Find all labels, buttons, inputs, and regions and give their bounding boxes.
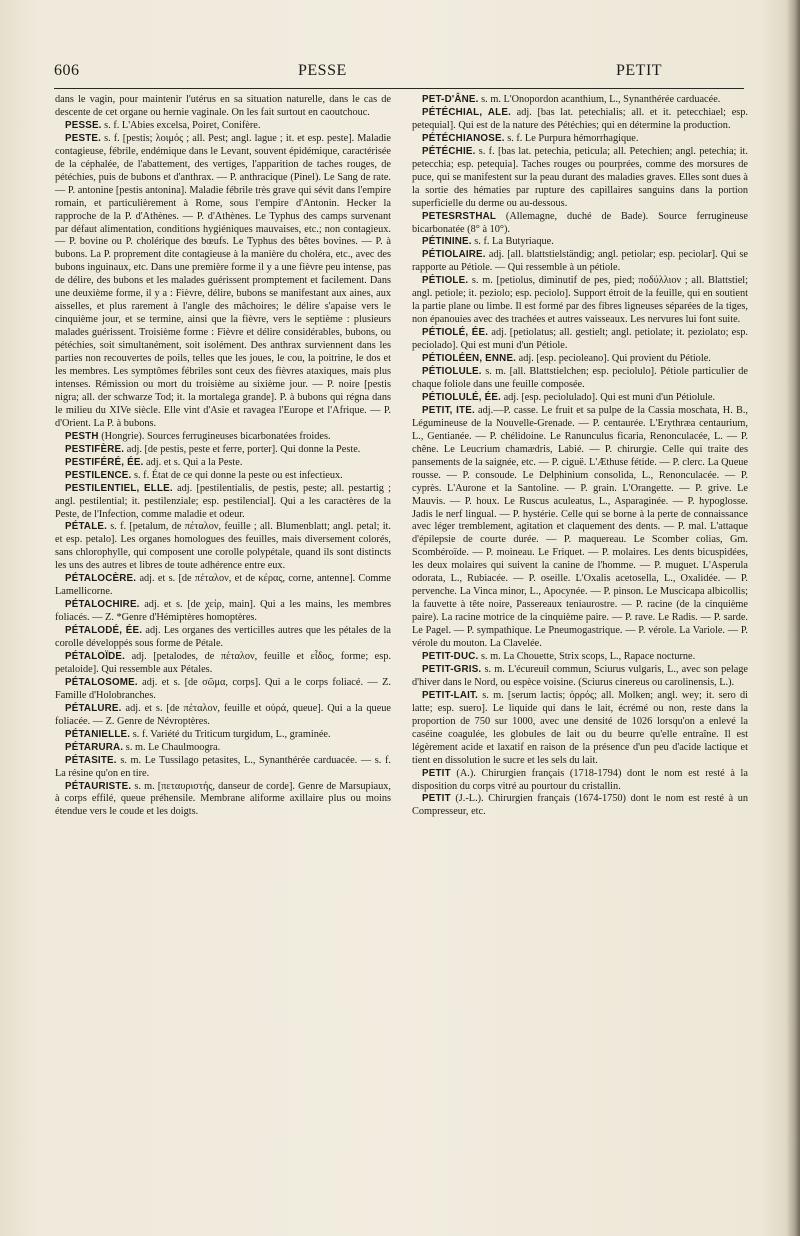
entry-headword: PÉTASITE. (65, 754, 117, 766)
entry-headword: PETIT-GRIS. (422, 663, 482, 675)
entry-headword: PET-D'ÂNE. (422, 94, 479, 105)
dictionary-entry (412, 793, 748, 819)
dictionary-entry (412, 249, 748, 275)
entry-headword: PÉTININE. (422, 236, 472, 248)
dictionary-entry (412, 366, 748, 392)
dictionary-entry (55, 521, 391, 573)
header-rule (54, 88, 744, 89)
entry-definition: s. m. [serum lactis; ὀρρός; all. Molken; angl. wey; it. sero di latte; esp. suero]. Le liquide qui dans le lait, écrémé ou non, reste dans la proportion de 750 sur 1000, avec une densité de 1026 lorsqu'on a enlevé la caséine coagulée, les globules de lait ou du beurre qu'elle entraîne. Il est légèrement acide et laxatif en raison de la présence d'un peu d'acide lactique et tient en dissolution le sucre et les sels du lait. (412, 689, 748, 766)
entry-definition: adj. [esp. peciolulado]. Qui est muni d'un Pétiolule. (501, 391, 716, 403)
entry-definition: s. f. [bas lat. petechia, peticula; all. Petechien; angl. petechia; it. petecchia; esp. petequia]. Taches rouges ou pourprées, comme des morsures de puce, qui se manifestent sur la peau durant des maladies graves. Elles sont dues à la sortie des hématies par rupture des capillaires sanguins dans la portion superficielle du derme ou au-dessous. (412, 145, 748, 209)
entry-headword: PETIT (422, 793, 451, 805)
entry-definition: adj. et s. [de πέταλον, feuille et οὐρά, queue]. Qui a la queue foliacée. — Z. Genre de Névroptères. (55, 702, 391, 727)
entry-definition: s. m. Le Chaulmoogra. (123, 741, 221, 753)
left-column (55, 94, 391, 819)
running-header (54, 62, 744, 86)
entry-headword: PÉTAURISTE. (65, 780, 132, 792)
entry-definition: s. f. État de ce qui donne la peste ou est infectieux. (131, 469, 343, 481)
entry-headword: PÉTARURA. (65, 741, 124, 753)
entry-headword: PESTILENCE. (65, 469, 132, 481)
entry-definition: s. m. [petiolus, diminutif de pes, pied; ποδύλλιον ; all. Blattstiel; angl. petiole; it. peziolo; esp. peciolo]. Support étroit de la feuille, qui en soutient la partie plane ou limbe. Il est formé par des fibres ligneuses séparées de la tiges, non épanouies avec des trachées et autres vaisseaux. Les nervures lui font suite. (412, 275, 748, 326)
entry-definition: adj. Les organes des verticilles autres que les pétales de la corolle développés sous forme de Pétale. (55, 625, 391, 650)
entry-definition: adj. et s. Qui a la Peste. (143, 456, 243, 468)
dictionary-entry (412, 651, 748, 664)
entry-headword: PESTIFÈRE. (65, 443, 125, 455)
entry-headword: PÉTALOCÈRE. (65, 573, 137, 585)
entry-definition: adj. [pestilentialis, de pestis, peste; all. pestartig ; angl. pestilential; it. pestilenziale; esp. pestilencial]. Qui a les caractères de la Peste, de l'Infection, comme maladie et odeur. (55, 482, 391, 520)
header-left-word: PESSE (298, 62, 347, 79)
dictionary-entry (55, 483, 391, 522)
entry-definition: dans le vagin, pour maintenir l'utérus en sa situation naturelle, dans le cas de descente de cet organe ou hernie vaginale. On les fait surtout en caoutchouc. (55, 94, 391, 118)
dictionary-entry (55, 625, 391, 651)
entry-definition: s. f. [petalum, de πέταλον, feuille ; all. Blumenblatt; angl. petal; it. et esp. petalo]. Les organes homologues des feuilles, mais diversement colorés, sans chlorophylle, qui composent une corolle polypétale, quand ils sont distincts les uns des autres et libres de toute adhérence entre eux. (55, 521, 391, 572)
entry-definition: s. f. Variété du Triticum turgidum, L., graminée. (130, 728, 331, 740)
dictionary-entry (55, 781, 391, 820)
entry-headword: PETIT (422, 767, 451, 779)
entry-headword: PESTIFÉRÉ, ÉE. (65, 456, 144, 468)
entry-definition: adj.—P. casse. Le fruit et sa pulpe de la Cassia moschata, H. B., Légumineuse de la Nouvelle-Grenade. — P. centaurée. L'Erythræa centaurium, L., Gentianée. — P. chélidoine. Le Ranunculus ficaria, Renonculacée, L. — P. chêne. Le Leucrium chamædris, Labié. — P. chirurgie. Celle qui traite des pansements de la saignée, etc. — P. ciguë. L'Æthuse fétide. — P. clerc. La Queue rousse. — P. consoude. Le Delphinium consolida, L., Renonculacée. — P. cyprès. L'Aurone et la Santoline. — P. grain. L'Orangette. — P. grive. Le Mauvis. — P. houx. Le Ruscus aculeatus, L., Asparaginée. — P. hypoglosse. Jadis le nerf lingual. — P. hystérie. Celle qui se borne à la perte de connaissance avec léger tremblement, agitation et claquement des dents. — P. mal. L'attaque d'épilepsie de courte durée. — P. maquereau. Le Scomber colias, Gm. Scombéroïde. — P. moineau. Le Friquet. — P. molaires. Les dents bicuspidées, les deux molaires qui suivent la canine de l'homme. — P. muguet. L'Asperula odorata, L., Rubiacée. — P. oseille. L'Oxalis acetosella, L., Oxalidée. — P. pervenche. La Vinca minor, L., Apocynée. — P. pinson. Le Muscicapa albicollis; la fauvette à tête noire, Passereaux teniaurostre. — P. racine (de la cinquième paire). La racine motrice de la cinquième paire. — P. rave. Le Radis. — P. sarde. Le Pagel. — P. sympathique. Le Pneumogastrique. — P. vérole. La Variole. — P. vérole du mouton. La Clavelée. (412, 404, 749, 650)
entry-definition: (J.-L.). Chirurgien français (1674-1750) dont le nom est resté à un Compresseur, etc. (412, 793, 748, 818)
entry-definition: adj. [bas lat. petechialis; all. et it. petecchiael; esp. petequial]. Qui est de la nature des Pétéchies; qui en détermine la production. (412, 106, 748, 131)
dictionary-entry (55, 120, 391, 133)
page-number: 606 (54, 62, 80, 79)
dictionary-entry (55, 677, 391, 703)
dictionary-entry (55, 573, 391, 599)
entry-headword: PÉTIOLÉEN, ENNE. (422, 353, 517, 365)
entry-headword: PÉTIOLULÉ, ÉE. (422, 391, 502, 403)
entry-headword: PÉTIOLÉ, ÉE. (422, 327, 489, 339)
entry-definition: s. f. Le Purpura hémorrhagique. (504, 132, 639, 144)
entry-headword: PÉTALODÉ, ÉE. (65, 625, 143, 637)
dictionary-entry (412, 664, 748, 690)
dictionary-entry (412, 211, 748, 237)
entry-headword: PETIT, ITE. (422, 404, 475, 416)
entry-definition: s. m. [πεταυριστής, danseur de corde]. Genre de Marsupiaux, à corps effilé, queue préhensile. Membrane aliforme axillaire plus ou moins étendue vers le coude et les doigts. (55, 780, 391, 818)
entry-headword: PETIT-LAIT. (422, 689, 479, 701)
dictionary-entry (55, 457, 391, 470)
entry-headword: PÉTÉCHIE. (422, 145, 476, 157)
dictionary-entry (412, 236, 748, 249)
entry-headword: PÉTÉCHIANOSE. (422, 132, 505, 144)
dictionary-entry (412, 392, 748, 405)
dictionary-entry (412, 146, 748, 211)
entry-headword: PESTH (65, 430, 99, 442)
dictionary-entry (412, 94, 748, 107)
entry-definition: s. m. Le Tussilago petasites, L., Synanthérée carduacée. — s. f. La résine qu'on en tire. (55, 754, 391, 779)
entry-headword: PESTILENTIEL, ELLE. (65, 482, 173, 494)
entry-definition: (Allemagne, duché de Bade). Source ferrugineuse bicarbonatée (8° à 10°). (412, 210, 748, 235)
entry-definition: s. f. L'Abies excelsa, Poiret, Conifère. (101, 119, 261, 131)
dictionary-entry (55, 651, 391, 677)
entry-definition: adj. [all. blattstielständig; angl. petiolar; esp. peciolar]. Qui se rapporte au Pétiole. — Qui ressemble à un pétiole. (412, 249, 748, 274)
dictionary-entry (55, 703, 391, 729)
entry-headword: PETIT-DUC. (422, 650, 479, 662)
entry-definition: s. f. La Butyriaque. (471, 236, 554, 248)
dictionary-entry (55, 742, 391, 755)
dictionary-entry (55, 470, 391, 483)
dictionary-entry (412, 768, 748, 794)
dictionary-entry (412, 327, 748, 353)
entry-definition: adj. [esp. pecioleano]. Qui provient du Pétiole. (516, 353, 711, 365)
right-column (412, 94, 748, 819)
entry-definition: adj. [petalodes, de πέταλον, feuille et εἶδος, forme; esp. petaloide]. Qui ressemble aux Pétales. (55, 650, 391, 675)
entry-definition: adj. et s. [de πέταλον, et de κέρας, corne, antenne]. Comme Lamellicorne. (55, 573, 391, 598)
entry-headword: PÉTALOSOME. (65, 676, 138, 688)
dictionary-entry (412, 133, 748, 146)
entry-definition: s. m. L'Onopordon acanthium, L., Synanthérée carduacée. (478, 94, 721, 105)
dictionary-entry (412, 107, 748, 133)
dictionary-entry (55, 444, 391, 457)
entry-definition: (Hongrie). Sources ferrugineuses bicarbonatées froides. (98, 430, 331, 442)
entry-definition: s. m. [all. Blattstielchen; esp. peciolulo]. Pétiole particulier de chaque foliole dans une feuille composée. (412, 366, 748, 390)
entry-headword: PÉTIOLULE. (422, 366, 482, 378)
entry-definition: adj. et s. [de χείρ, main]. Qui a les mains, les membres foliacés. — Z. *Genre d'Hémiptères homoptères. (55, 599, 391, 624)
entry-headword: PÉTALOÏDE. (65, 650, 126, 662)
dictionary-entry (55, 755, 391, 781)
entry-definition: adj. et s. [de σῶμα, corps]. Qui a le corps foliacé. — Z. Famille d'Holobranches. (55, 676, 391, 701)
entry-definition: adj. [petiolatus; all. gestielt; angl. petiolate; it. peziolato; esp. peciolado]. Qui est muni d'un Pétiole. (412, 327, 748, 352)
entry-headword: PETESRSTHAL (422, 210, 497, 222)
entry-definition: s. m. L'écureuil commun, Sciurus vulgaris, L., avec son pelage d'hiver dans le Nord, ou espèce voisine. (Sciurus cinereus ou carolinensis, L.). (412, 663, 748, 688)
dictionary-entry (55, 599, 391, 625)
entry-definition: (A.). Chirurgien français (1718-1794) dont le nom est resté à la disposition du corps vitré au pourtour du cristallin. (412, 767, 748, 792)
entry-headword: PÉTALOCHIRE. (65, 599, 140, 611)
dictionary-entry (412, 405, 748, 651)
dictionary-entry (412, 275, 748, 327)
entry-definition: adj. [de pestis, peste et ferre, porter]. Qui donne la Peste. (124, 443, 361, 455)
entry-headword: PÉTALURE. (65, 702, 122, 714)
entry-definition: s. f. [pestis; λοιμός ; all. Pest; angl. lague ; it. et esp. peste]. Maladie contagieuse, fébrile, endémique dans le Levant, souvent épidémique, caractérisée de la céphalée, de l'abattement, des vertiges, l'apparition de taches rouges, de pétéchies, puis de bubons et d'anthrax. — P. anthracique (Pinel). Le Sang de rate. — P. antonine [pestis antonina]. Maladie fébrile très grave qui sévit dans l'empire romain, et particulièrement à Rome, sous l'empire d'Antonin. Hecker la rapproche de la P. d'Athènes. — P. d'Athènes. Le Typhus des camps survenant par défaut alimentation, conditions hygiéniques mauvaises, etc.; non contagieux. — P. bovine ou P. cholérique des bœufs. Le Typhus des bêtes bovines. — P. à bubons. La P. proprement dite contagieuse à la manière du choléra, etc., avec des bubons inguinaux, etc. Dans une première forme il y a une fièvre peu intense, pas de délire, des bubons et les malades guérissent promptement et facilement. Dans une deuxième forme, il y a : Fièvre, délire, bubons se manifestant aux aines, aux aisselles, et plus rarement à l'angle des mâchoires; le délire s'apaise vers le cinquième jour, et se termine, ainsi que la fièvre, vers le septième : plusieurs malades guérissent. Troisième forme : Fièvre et délire considérables, bubons, ou pétéchies, soit simultanément, soit isolément. Des anthrax surviennent dans les parties non recouvertes de poils, telles que les joues, le cou, la poitrine, le dos et les membres. Les symptômes fébriles sont ceux des fièvres ataxiques, mais plus intenses. Rémission ou mort du troisième au sixième jour. — P. noire [pestis nigra; all. der schwarze Tod; it. la mortalega grande]. P. à bubons qui régna dans le milieu du XIVe siècle. Elle vint d'Asie et ravagea l'Europe et l'Afrique. — P. d'Orient. La P. à bubons. (55, 132, 391, 429)
dictionary-entry (55, 431, 391, 444)
entry-headword: PÉTALE. (65, 521, 108, 533)
dictionary-entry (412, 690, 748, 768)
entry-headword: PÉTIOLAIRE. (422, 249, 486, 261)
dictionary-entry (55, 729, 391, 742)
entry-headword: PESSE. (65, 119, 102, 131)
entry-headword: PESTE. (65, 132, 102, 144)
dictionary-entry (412, 353, 748, 366)
header-right-word: PETIT (616, 62, 663, 79)
dictionary-entry (55, 133, 391, 431)
entry-headword: PÉTIOLE. (422, 275, 469, 287)
entry-definition: s. m. La Chouette, Strix scops, L., Rapace nocturne. (478, 650, 696, 662)
entry-headword: PÉTANIELLE. (65, 728, 131, 740)
dictionary-entry (55, 94, 391, 120)
page-edge-shadow (786, 0, 800, 1236)
entry-headword: PÉTÉCHIAL, ALE. (422, 106, 511, 118)
